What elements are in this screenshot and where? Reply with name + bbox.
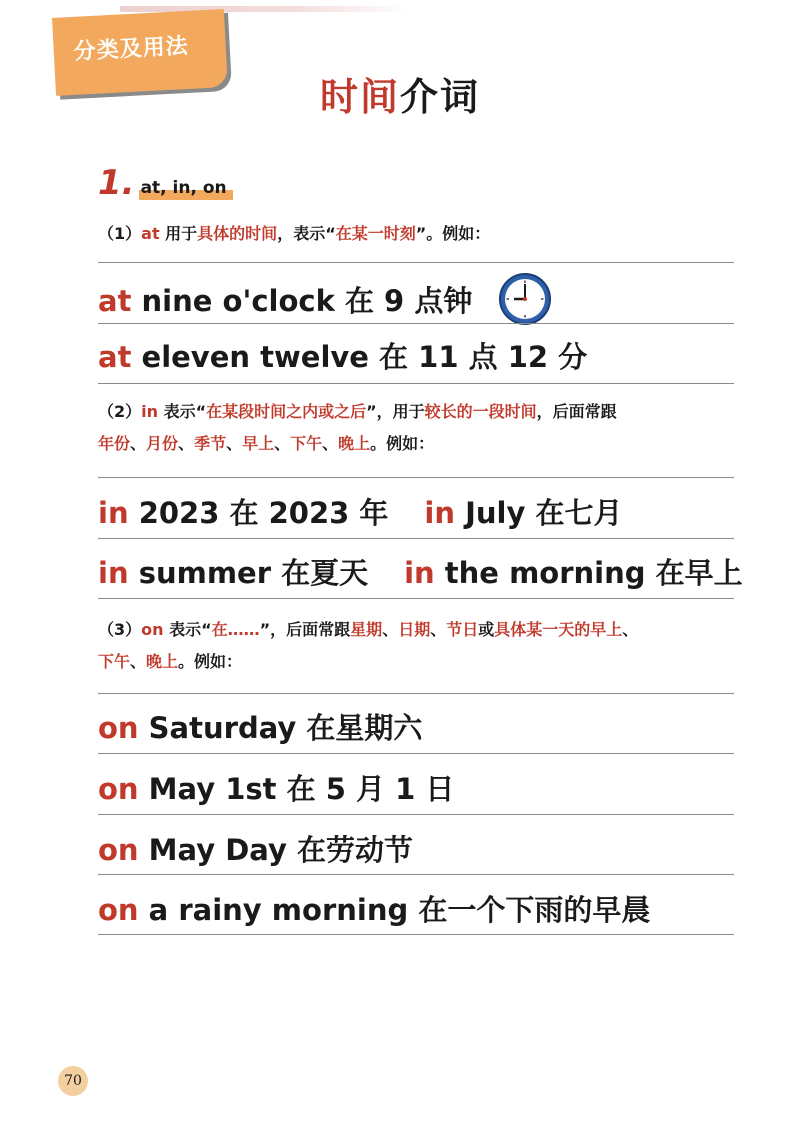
example-on-4: [98, 890, 738, 930]
rule-highlight: 具体的时间: [197, 224, 278, 243]
rule-text-fragment: 、: [430, 620, 447, 639]
section-title: at, in, on: [139, 178, 233, 200]
rule-highlight: 晚上: [146, 652, 179, 671]
example-preposition: on: [98, 772, 139, 806]
rule-text-fragment: 、: [274, 434, 291, 453]
ruled-line: [98, 874, 734, 875]
example-on-1: [98, 708, 738, 748]
rule-text-fragment: 、: [622, 620, 639, 639]
rule-highlight: 下午: [290, 434, 323, 453]
rule-1-number: （1）: [98, 224, 142, 243]
rule-highlight: 日期: [398, 620, 431, 639]
page-number: 70: [58, 1066, 88, 1096]
rule-text-fragment: 用于: [159, 224, 198, 243]
rule-highlight: 月份: [146, 434, 179, 453]
rule-text-fragment: ”，后面常跟: [259, 620, 351, 639]
rule-3-number: （3）: [98, 620, 142, 639]
rule-text-fragment: ”。例如：: [415, 224, 491, 243]
clock-icon: [498, 272, 552, 326]
example-preposition: on: [98, 833, 139, 867]
example-on-3: [98, 830, 738, 870]
rule-text-fragment: 、: [322, 434, 339, 453]
example-preposition: in: [424, 496, 455, 530]
rule-highlight: 在某一时刻: [335, 224, 416, 243]
rule-highlight: 季节: [194, 434, 227, 453]
rule-3-keyword: on: [141, 620, 164, 639]
ruled-line: [98, 477, 734, 478]
example-phrase: the morning 在早上: [434, 556, 743, 590]
example-phrase: a rainy morning 在一个下雨的早晨: [138, 893, 651, 927]
rule-text-fragment: 、: [382, 620, 399, 639]
example-phrase: May 1st 在 5 月 1 日: [138, 772, 455, 806]
rule-text-fragment: 或: [478, 620, 495, 639]
rule-highlight: 较长的一段时间: [424, 402, 537, 421]
rule-text-fragment: 、: [178, 434, 195, 453]
example-in-2: [98, 553, 743, 593]
ruled-line: [98, 538, 734, 539]
example-preposition: on: [98, 893, 139, 927]
example-preposition: in: [404, 556, 435, 590]
example-phrase: 2023 在 2023 年: [128, 496, 389, 530]
rule-text-fragment: 、: [130, 434, 147, 453]
example-phrase: summer 在夏天: [128, 556, 369, 590]
rule-2-keyword: in: [141, 402, 159, 421]
example-at-2: [98, 337, 738, 377]
rule-highlight: 在……: [211, 620, 260, 639]
rule-highlight: 晚上: [338, 434, 371, 453]
example-in-1: [98, 493, 738, 533]
rule-highlight: 在某段时间之内或之后: [206, 402, 367, 421]
section-number: 1.: [98, 163, 135, 203]
example-preposition: at: [98, 284, 132, 318]
ruled-line: [98, 934, 734, 935]
page-title: [0, 66, 800, 121]
example-preposition: on: [98, 711, 139, 745]
example-phrase: May Day 在劳动节: [138, 833, 413, 867]
rule-text-fragment: ”，用于: [366, 402, 425, 421]
ruled-line: [98, 693, 734, 694]
section-heading: [98, 160, 233, 203]
rule-2-text: [98, 396, 738, 460]
title-part-preposition: 介词: [400, 75, 481, 119]
example-preposition: in: [98, 556, 129, 590]
rule-text-fragment: 表示“: [163, 620, 212, 639]
example-phrase: nine o'clock 在 9 点钟: [131, 284, 473, 318]
example-on-2: [98, 769, 738, 809]
ruled-line: [98, 262, 734, 263]
rule-text-fragment: 。例如：: [178, 652, 243, 671]
example-phrase: Saturday 在星期六: [138, 711, 423, 745]
rule-text-fragment: ，表示“: [277, 224, 336, 243]
example-preposition: at: [98, 340, 132, 374]
ruled-line: [98, 383, 734, 384]
rule-text-fragment: 。例如：: [370, 434, 435, 453]
example-phrase: July 在七月: [455, 496, 623, 530]
corner-tag-label: 分类及用法: [73, 33, 190, 65]
rule-1-keyword: at: [141, 224, 160, 243]
ruled-line: [98, 814, 734, 815]
rule-text-fragment: 、: [226, 434, 243, 453]
rule-1-text: [98, 218, 738, 250]
rule-highlight: 早上: [242, 434, 275, 453]
example-at-1: [98, 276, 738, 330]
rule-text-fragment: 、: [130, 652, 147, 671]
title-part-time: 时间: [319, 75, 400, 119]
ruled-line: [98, 323, 734, 324]
ruled-line: [98, 598, 734, 599]
rule-highlight: 节日: [446, 620, 479, 639]
rule-highlight: 具体某一天的早上: [494, 620, 623, 639]
example-phrase: eleven twelve 在 11 点 12 分: [131, 340, 588, 374]
rule-text-fragment: 表示“: [158, 402, 207, 421]
ruled-line: [98, 753, 734, 754]
top-decor-stripe: [120, 6, 410, 12]
rule-highlight: 年份: [98, 434, 131, 453]
rule-highlight: 下午: [98, 652, 131, 671]
example-preposition: in: [98, 496, 129, 530]
rule-text-fragment: ，后面常跟: [536, 402, 617, 421]
rule-3-text: [98, 614, 738, 678]
rule-2-number: （2）: [98, 402, 142, 421]
rule-highlight: 星期: [350, 620, 383, 639]
